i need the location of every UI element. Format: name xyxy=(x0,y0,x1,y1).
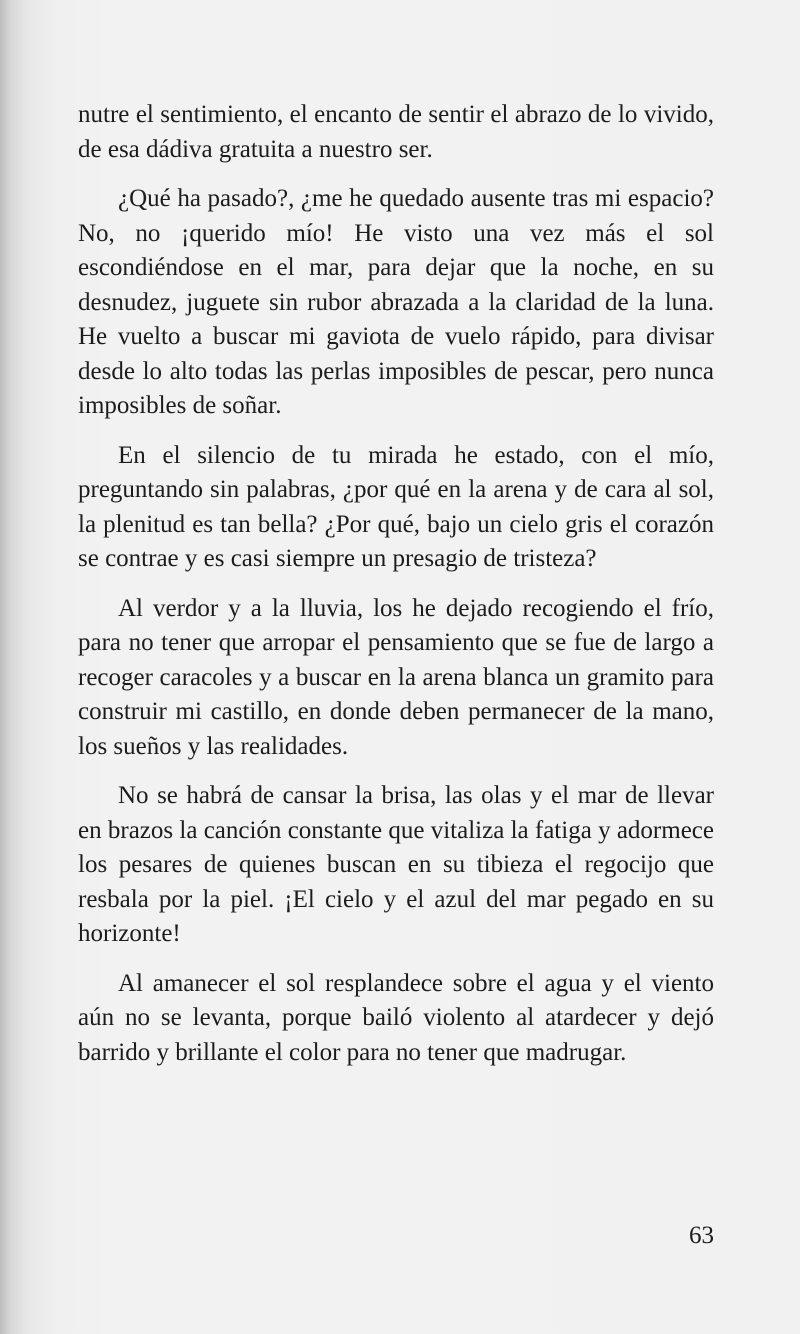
paragraph-6: Al amanecer el sol resplandece sobre el agua y el viento aún no se levanta, porque bailó violento al atardecer y dejó barrido y brillante el color para no tener que madrugar. xyxy=(78,969,714,1066)
page-number: 63 xyxy=(689,1222,714,1249)
paragraph-2: ¿Qué ha pasado?, ¿me he quedado ausente tras mi espacio? No, no ¡querido mío! He visto una vez más el sol escondiéndose en el mar, para dejar que la noche, en su desnudez, juguete sin rubor abrazada a la claridad de la luna. He vuelto a buscar mi gaviota de vuelo rápido, para divisar desde lo alto todas las perlas imposibles de pescar, pero nunca imposibles de soñar. xyxy=(78,185,714,419)
paragraph-5: No se habrá de cansar la brisa, las olas y el mar de llevar en brazos la canción constante que vitaliza la fatiga y adormece los pesares de quienes buscan en su tibieza el regocijo que resbala por la piel. ¡El cielo y el azul del mar pegado en su horizonte! xyxy=(78,782,714,947)
paragraph-3: En el silencio de tu mirada he estado, con el mío, preguntando sin palabras, ¿por qué en la arena y de cara al sol, la plenitud es tan bella? ¿Por qué, bajo un cielo gris el corazón se contrae y es casi siempre un presagio de tristeza? xyxy=(78,441,714,572)
paragraph-4: Al verdor y a la lluvia, los he dejado recogiendo el frío, para no tener que arropar el pensamiento que se fue de largo a recoger caracoles y a buscar en la arena blanca un gramito para construir mi castillo, en donde deben permanecer de la mano, los sueños y las realidades. xyxy=(78,594,714,760)
paragraph-1: nutre el sentimiento, el encanto de sentir el abrazo de lo vivido, de esa dádiva gratuita a nuestro ser. xyxy=(78,101,714,163)
body-text xyxy=(78,98,714,1085)
